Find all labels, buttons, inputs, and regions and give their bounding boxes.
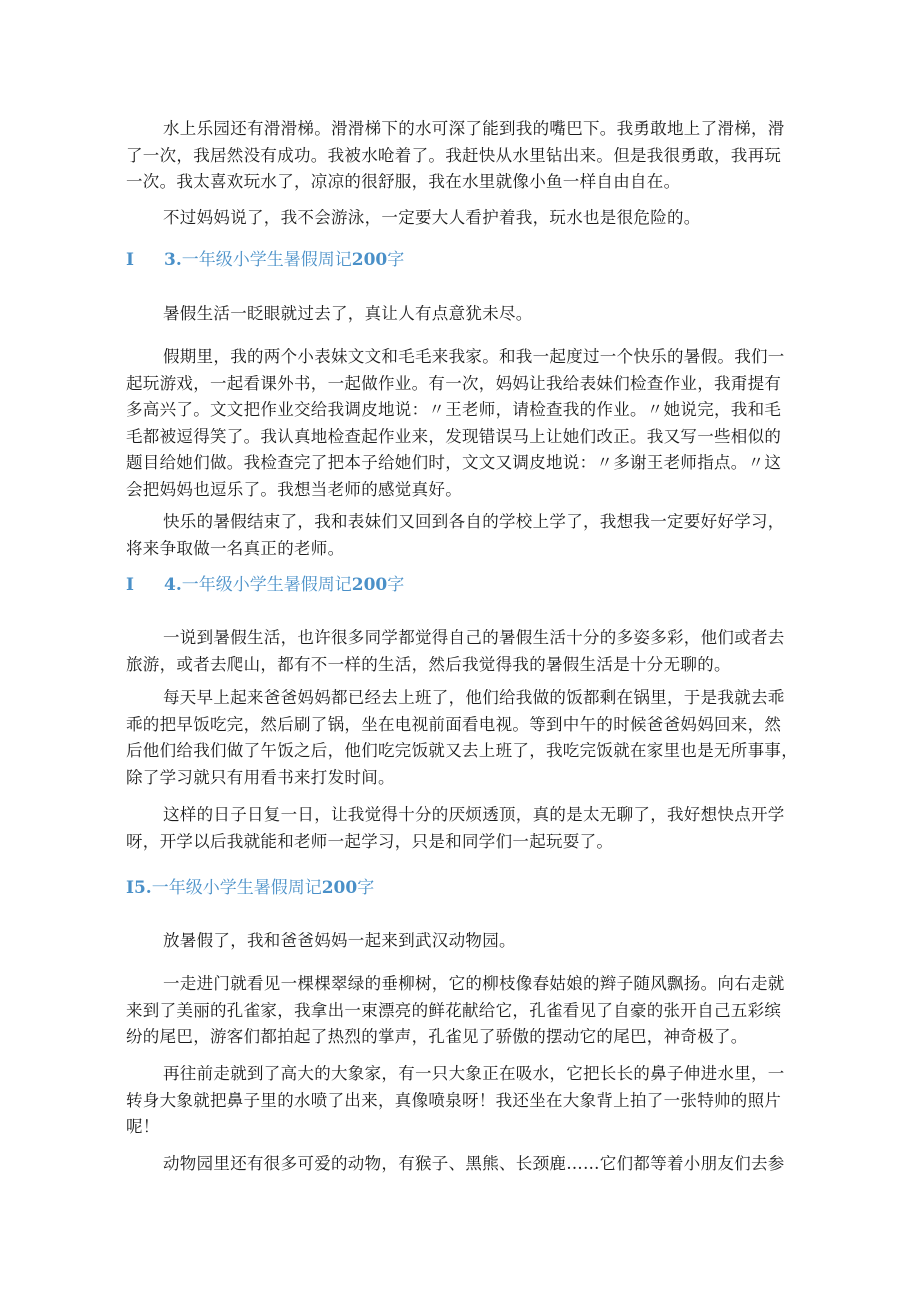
paragraph-want-school (126, 802, 796, 855)
section-heading-5 (126, 876, 374, 900)
text-line: 暑假生活一眨眼就过去了，真让人有点意犹未尽。 (163, 304, 533, 323)
heading-count: 200 (351, 250, 388, 270)
heading-title: 一年级小学生暑假周记 (181, 250, 352, 270)
heading-number: 4. (164, 575, 182, 595)
text-line: 毛都被逗得笑了。我认真地检查起作业来，发现错误马上让她们改正。我又写一些相似的 (126, 426, 782, 446)
text-line: 快乐的暑假结束了，我和表妹们又回到各自的学校上学了，我想我一定要好好学习， (163, 512, 785, 531)
paragraph-safety (126, 205, 796, 232)
heading-number: 3. (164, 250, 182, 270)
text-line: 一次。我太喜欢玩水了，凉凉的很舒服，我在水里就像小鱼一样自由自在。 (126, 172, 681, 191)
heading-title: 一年级小学生暑假周记 (151, 878, 322, 898)
text-line: 后他们给我们做了午饭之后，他们吃完饭就又去上班了，我吃完饭就在家里也是无所事事， (126, 741, 798, 760)
text-line: 这样的日子日复一日，让我觉得十分的厌烦透顶，真的是太无聊了，我好想快点开学 (163, 805, 785, 824)
text-line: 不过妈妈说了，我不会游泳，一定要大人看护着我，玩水也是很危险的。 (163, 208, 701, 227)
paragraph-daily-routine (126, 685, 796, 791)
text-line: 将来争取做一名真正的老师。 (126, 538, 345, 558)
heading-count: 200 (351, 575, 388, 595)
paragraph-boring-summer (126, 625, 796, 678)
text-line: 乖的把早饭吃完，然后刷了锅，坐在电视前面看电视。等到中午的时候爸爸妈妈回来，然 (126, 714, 782, 734)
text-line: 假期里，我的两个小表妹文文和毛毛来我家。和我一起度过一个快乐的暑假。我们一 (163, 347, 785, 366)
text-line: 呀，开学以后我就能和老师一起学习，只是和同学们一起玩耍了。 (126, 831, 614, 851)
text-line: 旅游，或者去爬山，都有不一样的生活，然后我觉得我的暑假生活是十分无聊的。 (126, 654, 731, 674)
paragraph-elephant (126, 1061, 796, 1141)
paragraph-water-slide (126, 116, 796, 196)
text-line: 放暑假了，我和爸爸妈妈一起来到武汉动物园。 (163, 931, 516, 950)
text-line: 呢！ (126, 1117, 160, 1136)
text-line: 纷的尾巴，游客们都拍起了热烈的掌声，孔雀见了骄傲的摆动它的尾巴，神奇极了。 (126, 1027, 748, 1046)
text-line: 一说到暑假生活，也许很多同学都觉得自己的暑假生活十分的多姿多彩，他们或者去 (163, 628, 785, 647)
text-line: 题目给她们做。我检查完了把本子给她们时，文文又调皮地说：〃多谢王老师指点。〃这 (126, 453, 782, 472)
paragraph-summer-over (126, 301, 796, 328)
paragraph-zoo-trip (126, 928, 796, 955)
text-line: 再往前走就到了高大的大象家，有一只大象正在吸水，它把长长的鼻子伸进水里，一 (163, 1064, 785, 1083)
text-line: 起玩游戏，一起看课外书，一起做作业。有一次，妈妈让我给表妹们检查作业，我甭提有 (126, 373, 782, 393)
text-line: 了一次，我居然没有成功。我被水呛着了。我赶快从水里钻出来。但是我很勇敢，我再玩 (126, 145, 782, 165)
text-line: 动物园里还有很多可爱的动物，有猴子、黑熊、长颈鹿……它们都等着小朋友们去参 (163, 1154, 785, 1173)
section-heading-4 (126, 573, 404, 597)
paragraph-teacher-dream (126, 509, 796, 562)
heading-title: 一年级小学生暑假周记 (181, 575, 352, 595)
heading-number: I5. (126, 878, 152, 898)
paragraph-peacock (126, 971, 796, 1051)
text-line: 除了学习就只有用看书来打发时间。 (126, 767, 395, 787)
heading-unit: 字 (387, 250, 405, 270)
section-heading-3 (126, 248, 404, 272)
text-line: 转身大象就把鼻子里的水喷了出来，真像喷泉呀！我还坐在大象背上拍了一张特帅的照片 (126, 1090, 782, 1110)
text-line: 一走进门就看见一棵棵翠绿的垂柳树，它的柳枝像春姑娘的辫子随风飘扬。向右走就 (163, 974, 785, 993)
text-line: 多高兴了。文文把作业交给我调皮地说：〃王老师，请检查我的作业。〃她说完，我和毛 (126, 400, 782, 419)
text-line: 水上乐园还有滑滑梯。滑滑梯下的水可深了能到我的嘴巴下。我勇敢地上了滑梯，滑 (163, 119, 785, 138)
heading-marker: I (126, 575, 134, 595)
text-line: 每天早上起来爸爸妈妈都已经去上班了，他们给我做的饭都剩在锅里，于是我就去乖 (163, 688, 785, 707)
paragraph-cousins (126, 344, 796, 503)
heading-count: 200 (321, 878, 358, 898)
paragraph-other-animals (126, 1151, 796, 1178)
heading-unit: 字 (357, 878, 375, 898)
text-line: 会把妈妈也逗乐了。我想当老师的感觉真好。 (126, 479, 462, 499)
heading-marker: I (126, 250, 134, 270)
heading-unit: 字 (387, 575, 405, 595)
text-line: 来到了美丽的孔雀家，我拿出一束漂亮的鲜花献给它，孔雀看见了自豪的张开自己五彩缤 (126, 1000, 782, 1020)
